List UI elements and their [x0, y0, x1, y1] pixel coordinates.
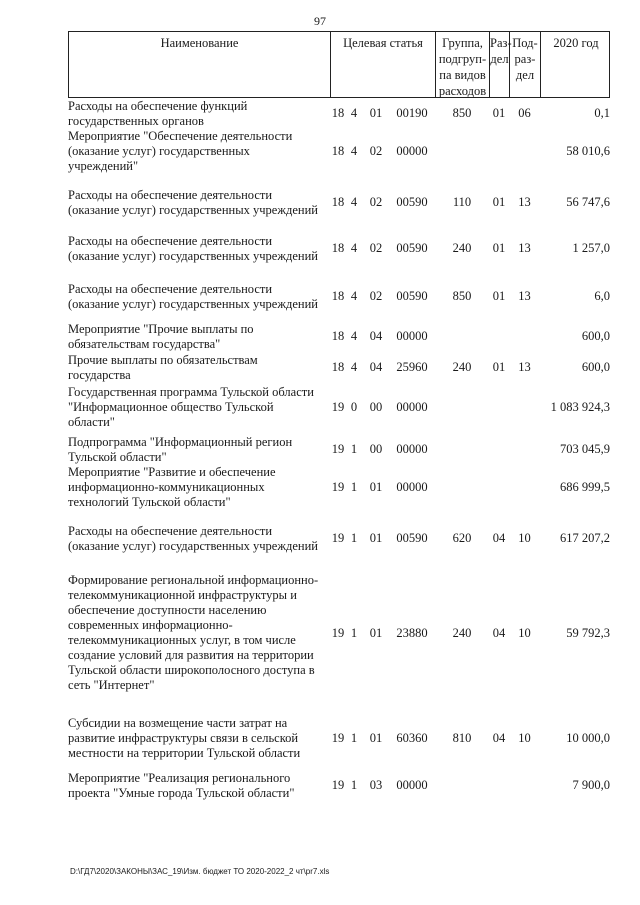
row-cell-c8: 600,0 — [581, 329, 610, 343]
row-cell-c4: 00000 — [396, 144, 428, 158]
row-cell-c6: 04 — [492, 731, 506, 745]
row-cell-c4: 00590 — [396, 531, 428, 545]
row-cell-c8: 1 257,0 — [572, 241, 610, 255]
row-cell-c1: 18 — [331, 289, 345, 303]
row-cell-c5: 240 — [452, 241, 472, 255]
row-cell-c2: 4 — [350, 329, 358, 343]
row-cell-c6: 01 — [492, 360, 506, 374]
row-cell-c2: 4 — [350, 241, 358, 255]
row-cell-c7: 06 — [518, 106, 531, 120]
row-cell-c1: 18 — [331, 329, 345, 343]
row-cell-c3: 01 — [369, 106, 383, 120]
row-cell-c8: 59 792,3 — [566, 626, 610, 640]
row-cell-c8: 10 000,0 — [566, 731, 610, 745]
row-cell-c2: 4 — [350, 195, 358, 209]
row-name: Мероприятие "Обеспечение деятельности (оказание услуг) государственных учреждений" — [68, 129, 293, 173]
row-cell-c4: 25960 — [396, 360, 428, 374]
row-cell-c4: 00000 — [396, 778, 428, 792]
row-cell-c7: 13 — [518, 241, 531, 255]
row-name: Мероприятие "Реализация регионального проекта "Умные города Тульской области" — [68, 771, 295, 800]
row-cell-c7: 10 — [518, 731, 531, 745]
row-name: Государственная программа Тульской области "Информационное общество Тульской области" — [68, 385, 314, 429]
row-cell-c8: 58 010,6 — [566, 144, 610, 158]
row-cell-c4: 00590 — [396, 195, 428, 209]
row-cell-c5: 620 — [452, 531, 472, 545]
row-cell-c5: 240 — [452, 360, 472, 374]
row-name: Расходы на обеспечение функций государственных органов — [68, 99, 248, 128]
row-name: Подпрограмма "Информационный регион Тульской области" — [68, 435, 293, 464]
row-cell-c1: 18 — [331, 106, 345, 120]
row-cell-c8: 56 747,6 — [566, 195, 610, 209]
row-cell-c5: 850 — [452, 289, 472, 303]
row-cell-c3: 03 — [369, 778, 383, 792]
row-cell-c6: 01 — [492, 289, 506, 303]
row-cell-c1: 18 — [331, 195, 345, 209]
row-cell-c1: 19 — [331, 626, 345, 640]
header-name: Наименование — [69, 32, 331, 97]
row-cell-c8: 686 999,5 — [560, 480, 610, 494]
row-cell-c1: 19 — [331, 731, 345, 745]
row-cell-c3: 04 — [369, 329, 383, 343]
row-cell-c5: 810 — [452, 731, 472, 745]
row-cell-c7: 13 — [518, 195, 531, 209]
row-cell-c1: 19 — [331, 480, 345, 494]
file-path-footer: D:\ГД7\2020\ЗАКОНЫ\ЗАС_19\Изм. бюджет ТО 2020-2022_2 чт\pr7.xls — [70, 867, 330, 876]
row-cell-c3: 01 — [369, 731, 383, 745]
row-cell-c6: 01 — [492, 106, 506, 120]
row-cell-c6: 01 — [492, 241, 506, 255]
header-year: 2020 год — [553, 36, 599, 50]
header-target: Целевая статья — [331, 32, 436, 97]
row-cell-c2: 1 — [350, 731, 358, 745]
row-cell-c7: 13 — [518, 360, 531, 374]
row-name: Субсидии на возмещение части затрат на развитие инфраструктуры связи в сельской местности на территории Тульской области — [68, 716, 301, 760]
row-cell-c2: 1 — [350, 442, 358, 456]
row-cell-c4: 60360 — [396, 731, 428, 745]
row-cell-c1: 19 — [331, 400, 345, 414]
row-cell-c3: 02 — [369, 144, 383, 158]
row-cell-c7: 13 — [518, 289, 531, 303]
row-cell-c4: 00000 — [396, 329, 428, 343]
row-cell-c7: 10 — [518, 626, 531, 640]
row-cell-c4: 00590 — [396, 289, 428, 303]
page-number: 97 — [314, 14, 326, 28]
row-cell-c1: 19 — [331, 442, 345, 456]
row-cell-c6: 04 — [492, 531, 506, 545]
row-cell-c3: 01 — [369, 626, 383, 640]
row-cell-c2: 0 — [350, 400, 358, 414]
row-cell-c8: 617 207,2 — [560, 531, 610, 545]
header-razdel: Раз- дел — [490, 32, 510, 97]
header-group: Группа, подгруп- па видов расходов — [436, 32, 490, 97]
row-cell-c2: 1 — [350, 480, 358, 494]
row-cell-c2: 1 — [350, 778, 358, 792]
row-cell-c3: 00 — [369, 400, 383, 414]
row-cell-c1: 18 — [331, 360, 345, 374]
row-cell-c3: 01 — [369, 480, 383, 494]
row-cell-c4: 00590 — [396, 241, 428, 255]
table-header — [68, 31, 610, 98]
row-cell-c5: 110 — [452, 195, 472, 209]
row-cell-c2: 1 — [350, 531, 358, 545]
header-podrazdel: Под- раз- дел — [510, 32, 541, 97]
row-cell-c1: 19 — [331, 778, 345, 792]
row-cell-c1: 19 — [331, 531, 345, 545]
row-cell-c4: 00000 — [396, 400, 428, 414]
row-cell-c5: 240 — [452, 626, 472, 640]
row-name: Прочие выплаты по обязательствам государства — [68, 353, 258, 382]
row-cell-c8: 703 045,9 — [560, 442, 610, 456]
row-cell-c1: 18 — [331, 241, 345, 255]
row-cell-c4: 23880 — [396, 626, 428, 640]
row-cell-c4: 00000 — [396, 442, 428, 456]
row-cell-c8: 600,0 — [581, 360, 610, 374]
row-name: Мероприятие "Развитие и обеспечение информационно-коммуникационных технологий Тульской области" — [68, 465, 276, 509]
row-name: Расходы на обеспечение деятельности (оказание услуг) государственных учреждений — [68, 524, 318, 553]
row-name: Расходы на обеспечение деятельности (оказание услуг) государственных учреждений — [68, 234, 318, 263]
row-name: Мероприятие "Прочие выплаты по обязательствам государства" — [68, 322, 254, 351]
row-name: Формирование региональной информационно- телекоммуникационной инфраструктуры и обеспечение доступности населению современных информационно- телекоммуникационных услуг, в том числе создание условий для развития на территории Тульской области широкополосного доступа в сеть "Интернет" — [68, 573, 319, 692]
row-cell-c2: 4 — [350, 289, 358, 303]
row-cell-c3: 02 — [369, 241, 383, 255]
row-cell-c8: 6,0 — [594, 289, 610, 303]
row-cell-c3: 02 — [369, 289, 383, 303]
row-cell-c4: 00000 — [396, 480, 428, 494]
row-cell-c4: 00190 — [396, 106, 428, 120]
row-cell-c2: 4 — [350, 360, 358, 374]
row-cell-c8: 0,1 — [594, 106, 610, 120]
row-cell-c3: 04 — [369, 360, 383, 374]
row-cell-c7: 10 — [518, 531, 531, 545]
row-cell-c2: 4 — [350, 106, 358, 120]
row-cell-c3: 00 — [369, 442, 383, 456]
row-cell-c8: 1 083 924,3 — [550, 400, 610, 414]
row-cell-c8: 7 900,0 — [572, 778, 610, 792]
row-cell-c6: 01 — [492, 195, 506, 209]
row-cell-c1: 18 — [331, 144, 345, 158]
row-cell-c5: 850 — [452, 106, 472, 120]
row-name: Расходы на обеспечение деятельности (оказание услуг) государственных учреждений — [68, 282, 318, 311]
row-cell-c2: 1 — [350, 626, 358, 640]
row-name: Расходы на обеспечение деятельности (оказание услуг) государственных учреждений — [68, 188, 318, 217]
row-cell-c6: 04 — [492, 626, 506, 640]
row-cell-c3: 02 — [369, 195, 383, 209]
row-cell-c2: 4 — [350, 144, 358, 158]
row-cell-c3: 01 — [369, 531, 383, 545]
